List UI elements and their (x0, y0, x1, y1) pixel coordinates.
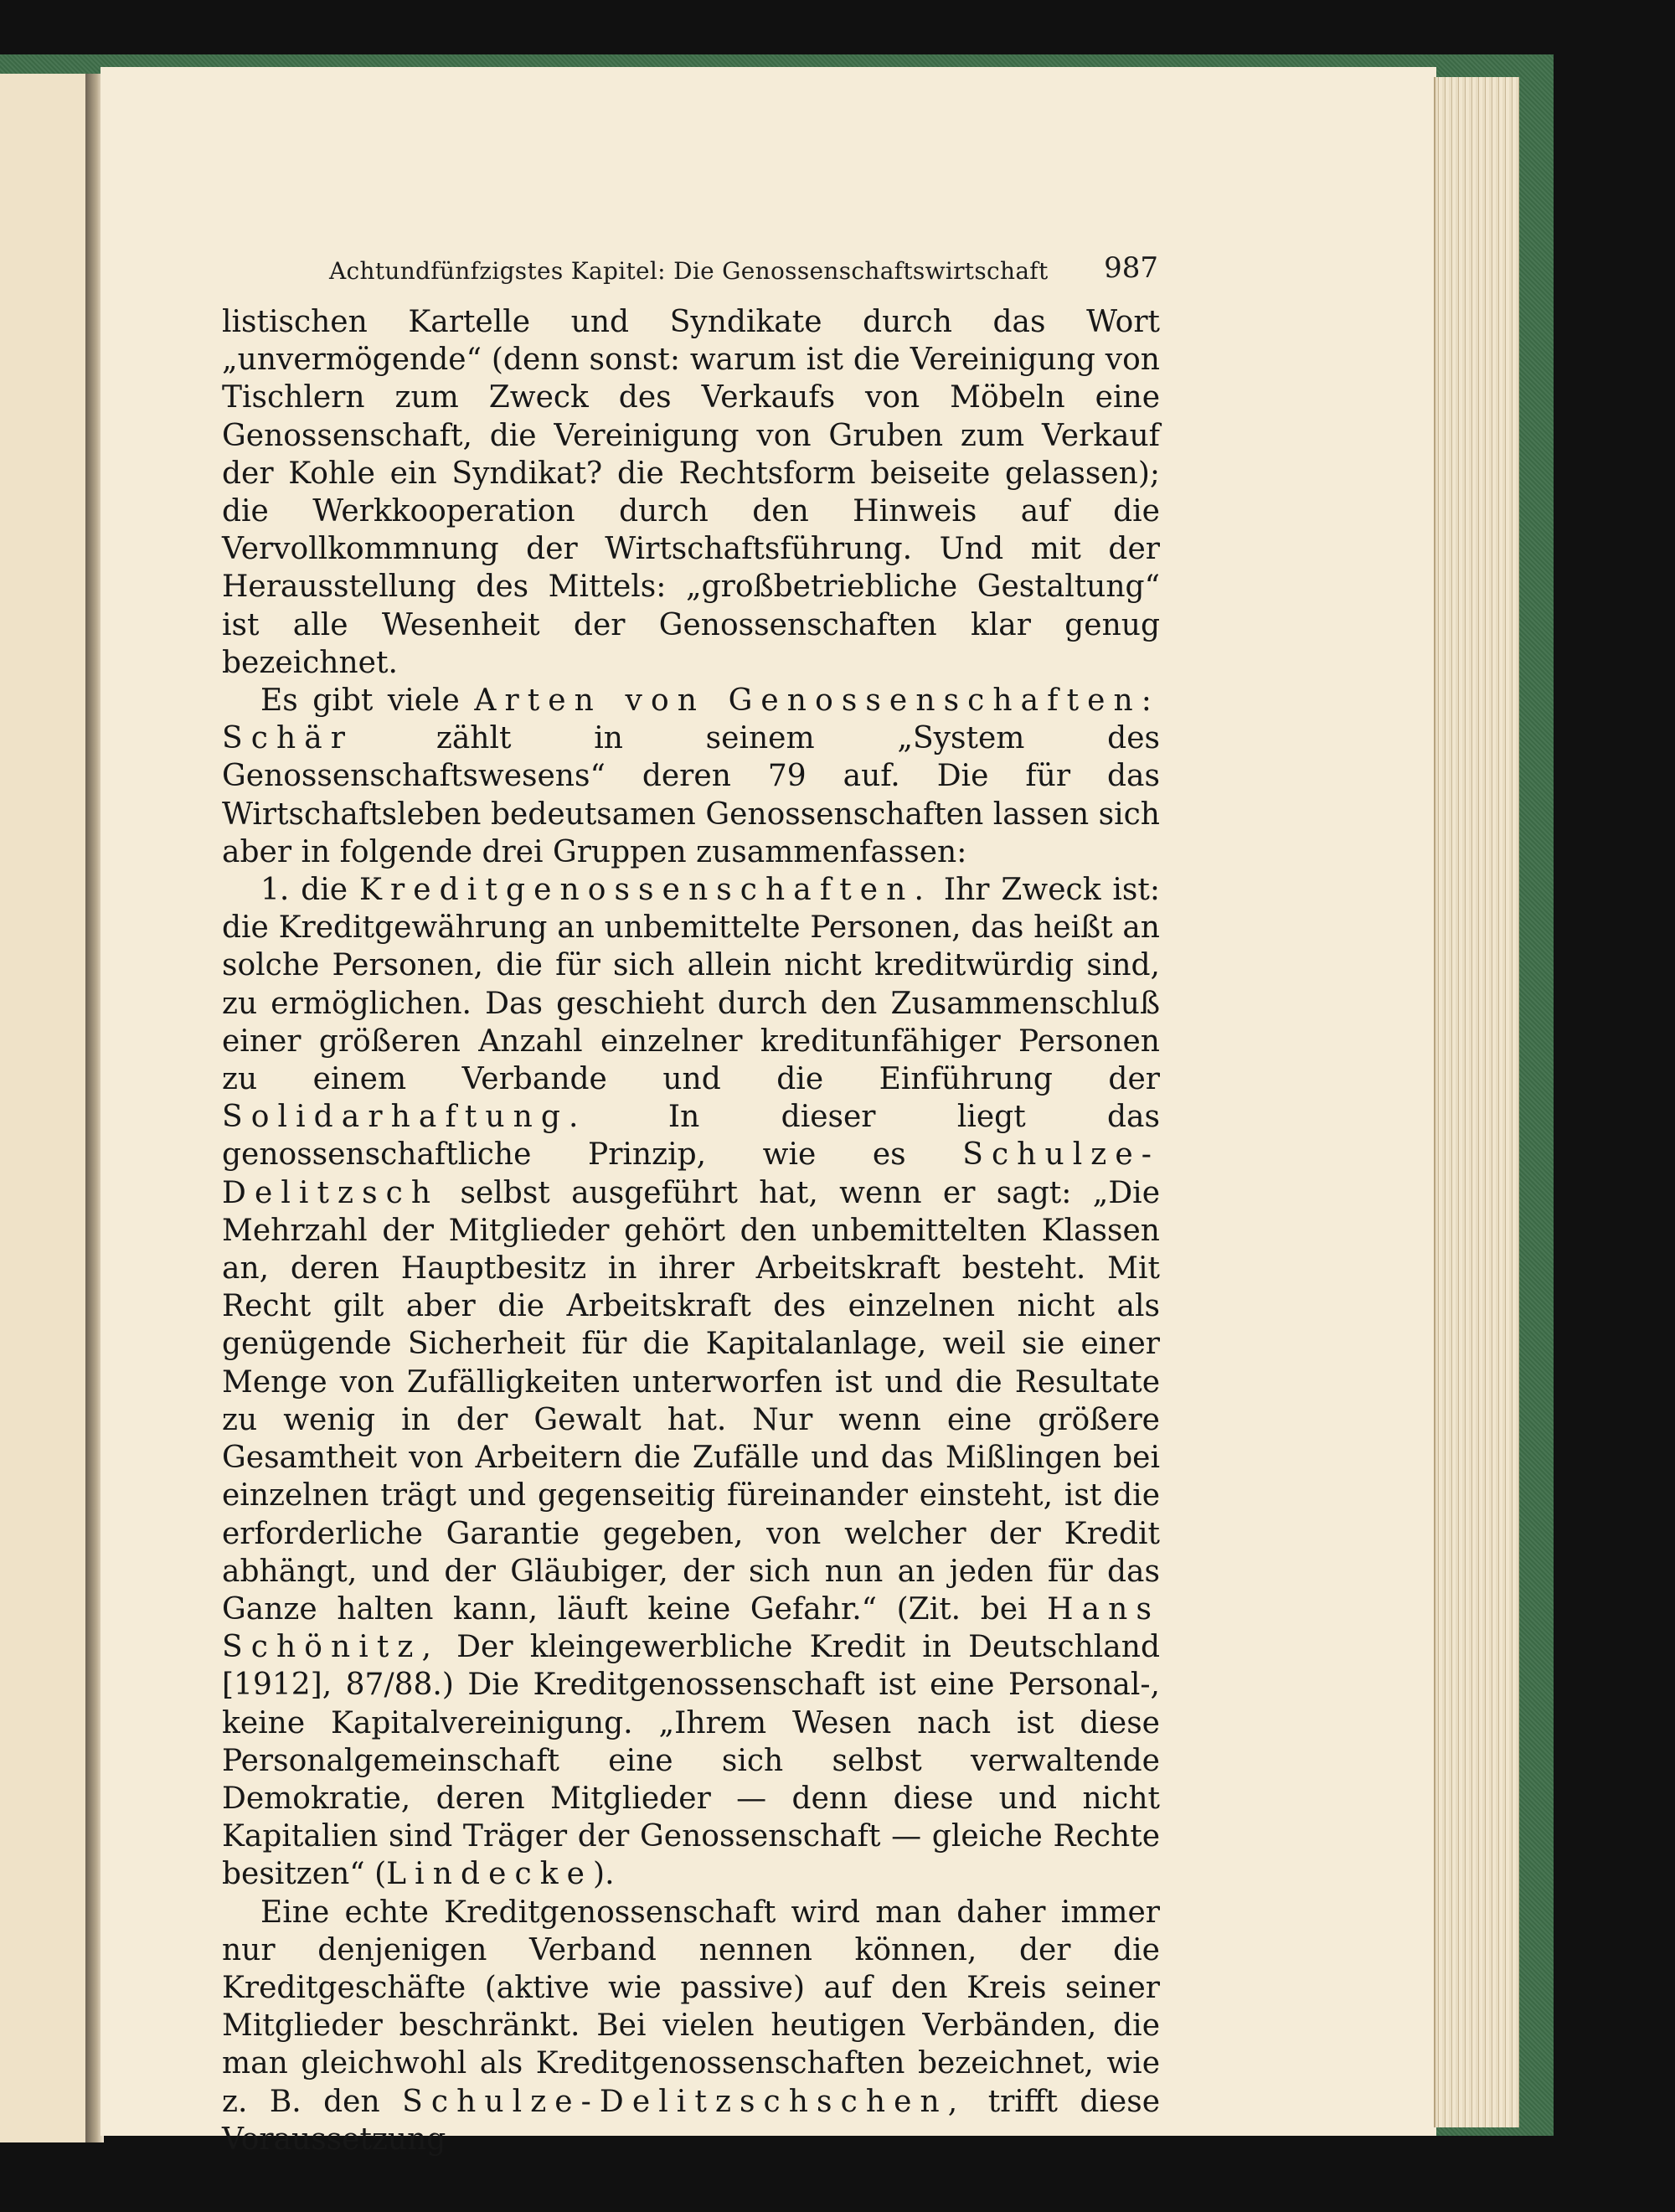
paragraph-2-text-1: Es gibt viele (260, 683, 475, 719)
spaced-term-hans-schoenitz: Hans Schönitz, (222, 1591, 1160, 1665)
spaced-term-kreditgenossenschaften: Kreditgenossenschaften. (359, 873, 932, 908)
paragraph-4 (222, 1894, 1160, 2158)
paragraph-3-text-1: 1. die (260, 873, 360, 908)
page-number: 987 (1104, 251, 1158, 285)
paragraph-3-text-2: Ihr Zweck ist: die Kreditgewährung an unbemittelte Personen, das heißt an solche Personen, die für sich allein nicht kreditwürdig sind, zu ermöglichen. Das geschieht durch den Zusammenschluß einer größeren Anzahl einzelner kreditunfähiger Personen zu einem Verbande und die Einführung der (222, 873, 1160, 1097)
spaced-term-solidarhaftung: Solidarhaftung. (222, 1100, 587, 1135)
paragraph-3-text-5: Der kleingewerbliche Kredit in Deutschland [1912], 87/88.) Die Kreditgenossenschaft ist eine Personal-, keine Kapitalvereinigung. „Ihrem Wesen nach ist diese Personalgemeinschaft eine sich selbst verwaltende Demokratie, deren Mitglieder — denn diese und nicht Kapitalien sind Träger der Genossenschaft — gleiche Rechte besitzen“ ( (222, 1630, 1160, 1892)
paragraph-3-text-4: selbst ausgeführt hat, wenn er sagt: „Die Mehrzahl der Mitglieder gehört den unbemittelten Klassen an, deren Hauptbesitz in ihrer Arbeitskraft besteht. Mit Recht gilt aber die Arbeitskraft des einzelnen nicht als genügende Sicherheit für die Kapitalanlage, weil sie einer Menge von Zufälligkeiten unterworfen ist und die Resultate zu wenig in der Gewalt hat. Nur wenn eine größere Gesamtheit von Arbeitern die Zufälle und das Mißlingen bei einzelnen trägt und gegenseitig füreinander einsteht, ist die erforderliche Garantie gegeben, von welcher der Kredit abhängt, und der Gläubiger, der sich nun an jeden für das Ganze halten kann, läuft keine Gefahr.“ (Zit. bei (222, 1175, 1160, 1627)
paragraph-4-text-2: trifft diese Voraussetzung (222, 2084, 1160, 2157)
paragraph-3 (222, 871, 1160, 1893)
paragraph-2-text-3: zählt in seinem „System des Genossenschaftswesens“ deren 79 auf. Die für das Wirtschaftsleben bedeutsamen Genossenschaften lassen sich aber in folgende drei Gruppen zusammenfassen: (222, 721, 1160, 869)
spaced-term-schulze-delitzschschen: Schulze-Delitzschschen, (402, 2084, 966, 2119)
page-body-text (222, 303, 1160, 2158)
paragraph-3-text-3: In dieser liegt das genossenschaftliche Prinzip, wie es (222, 1100, 1160, 1173)
spaced-term-arten: Arten von Genossenschaften: (474, 683, 1160, 719)
paragraph-3-text-6: ). (593, 1857, 615, 1892)
spaced-term-lindecke: Lindecke (386, 1857, 594, 1892)
left-page (0, 74, 88, 2142)
paragraph-1: listischen Kartelle und Syndikate durch das Wort „unvermögende“ (denn sonst: warum ist die Vereinigung von Tischlern zum Zweck des Verkaufs von Möbeln eine Genossenschaft, die Vereinigung von Gruben zum Verkauf der Kohle ein Syndikat? die Rechtsform beiseite gelassen); die Werkkooperation durch den Hinweis auf die Vervollkommnung der Wirtschaftsführung. Und mit der Herausstellung des Mittels: „großbetriebliche Gestaltung“ ist alle Wesenheit der Genossenschaften klar genug bezeichnet. (222, 305, 1160, 680)
page-edges (1434, 77, 1519, 2127)
running-header (329, 245, 1158, 285)
paragraph-2 (222, 682, 1160, 871)
spaced-term-schulze-delitzsch: Schulze-Delitzsch (222, 1137, 1160, 1210)
paragraph-4-text-1: Eine echte Kreditgenossenschaft wird man daher immer nur denjenigen Verband nennen können, der die Kreditgeschäfte (aktive wie passive) auf den Kreis seiner Mitglieder beschränkt. Bei vielen heutigen Verbänden, die man gleichwohl als Kreditgenossenschaften bezeichnet, wie z. B. den (222, 1895, 1160, 2119)
spaced-term-schaer: Schär (222, 721, 354, 756)
running-title: Achtundfünfzigstes Kapitel: Die Genossenschaftswirtschaft (329, 257, 1049, 285)
